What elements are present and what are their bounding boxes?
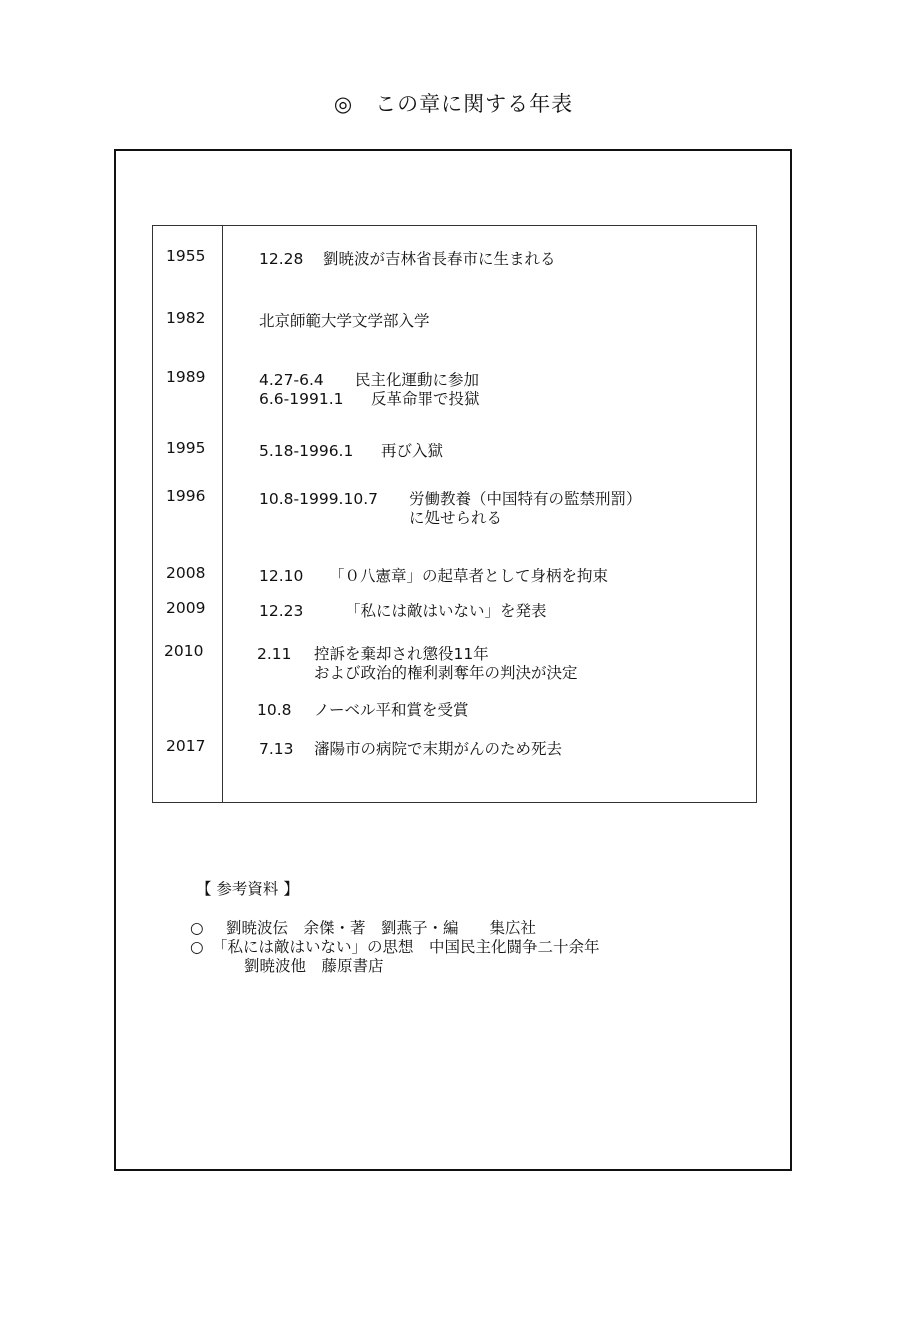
timeline-event-continuation: に処せられる xyxy=(409,509,503,527)
timeline-event xyxy=(259,247,556,269)
event-text: 労働教養（中国特有の監禁刑罰） xyxy=(409,490,642,508)
event-text: 瀋陽市の病院で末期がんのため死去 xyxy=(314,740,563,758)
timeline-event xyxy=(259,387,480,409)
event-text: ノーベル平和賞を受賞 xyxy=(314,701,469,719)
event-date: 10.8-1999.10.7 xyxy=(259,490,378,508)
event-date: 7.13 xyxy=(259,740,294,758)
event-text: 反革命罪で投獄 xyxy=(371,390,480,408)
event-date: 4.27-6.4 xyxy=(259,371,324,389)
event-date: 12.23 xyxy=(259,602,304,620)
page-title: ◎ この章に関する年表 xyxy=(333,92,574,116)
year-column-divider xyxy=(222,225,223,803)
timeline-event xyxy=(259,309,430,331)
timeline-year: 2017 xyxy=(166,737,206,755)
reference-text: 「私には敵はいない」の思想 中国民主化闘争二十余年 xyxy=(212,938,600,956)
timeline-year: 1995 xyxy=(166,439,206,457)
timeline-event-continuation: および政治的権利剥奪年の判決が決定 xyxy=(314,664,578,682)
timeline-event xyxy=(259,737,562,759)
reference-continuation: 劉暁波他 藤原書店 xyxy=(244,957,384,975)
event-text: 「０八憲章」の起草者として身柄を拘束 xyxy=(329,567,609,585)
timeline-event xyxy=(259,599,547,621)
timeline-year: 2008 xyxy=(166,564,206,582)
event-text: 北京師範大学文学部入学 xyxy=(259,312,430,330)
event-date: 2.11 xyxy=(257,645,292,663)
timeline-event xyxy=(259,439,443,461)
event-text: 民主化運動に参加 xyxy=(355,371,480,389)
circle-bullet-icon: ○ xyxy=(190,919,204,937)
timeline-event xyxy=(259,564,608,586)
event-text: 控訴を棄却され懲役11年 xyxy=(314,645,489,663)
timeline-year: 2010 xyxy=(164,642,204,660)
timeline-year: 1982 xyxy=(166,309,206,327)
event-text: 劉暁波が吉林省長春市に生まれる xyxy=(323,250,556,268)
timeline-year: 1989 xyxy=(166,368,206,386)
event-date: 6.6-1991.1 xyxy=(259,390,344,408)
reference-text: 劉暁波伝 余傑・著 劉燕子・編 集広社 xyxy=(226,919,537,937)
timeline-year: 1996 xyxy=(166,487,206,505)
timeline-event xyxy=(257,698,469,720)
references-heading: 【 参考資料 】 xyxy=(196,880,299,898)
event-date: 12.10 xyxy=(259,567,304,585)
event-text: 再び入獄 xyxy=(381,442,444,460)
event-date: 10.8 xyxy=(257,701,292,719)
event-date: 12.28 xyxy=(259,250,304,268)
event-text: 「私には敵はいない」を発表 xyxy=(345,602,547,620)
timeline-year: 2009 xyxy=(166,599,206,617)
circle-bullet-icon: ○ xyxy=(190,938,204,956)
event-date: 5.18-1996.1 xyxy=(259,442,354,460)
timeline-year: 1955 xyxy=(166,247,206,265)
